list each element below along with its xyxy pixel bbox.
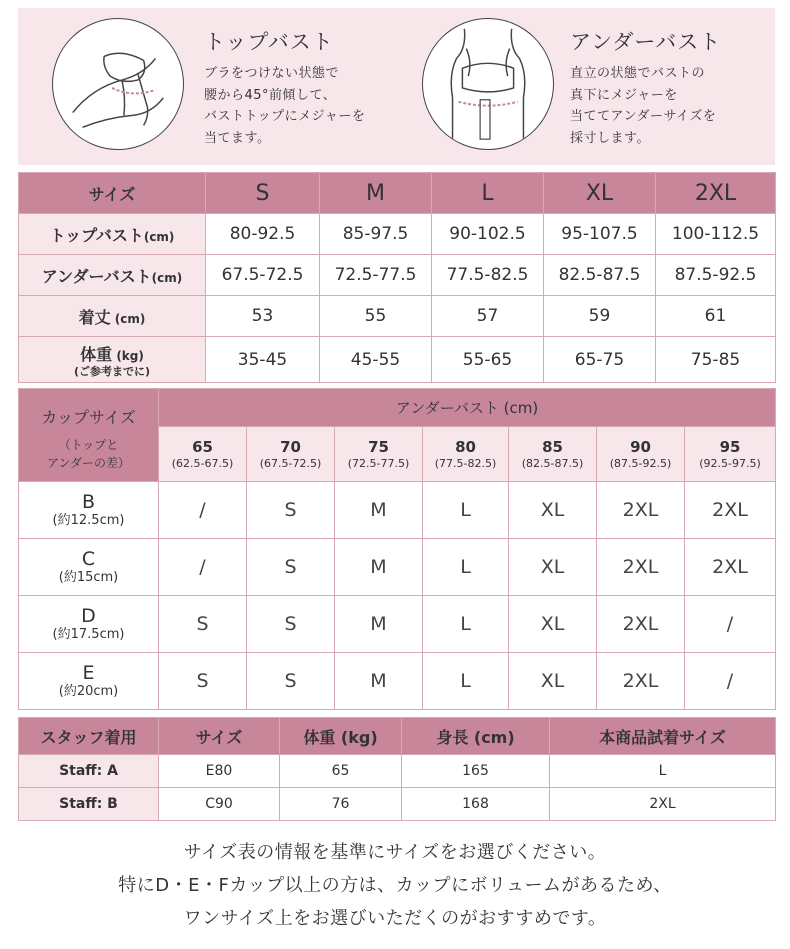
size-header-row — [19, 173, 776, 214]
cup-cell: 2XL — [597, 653, 685, 710]
top-bust-title: トップバスト — [204, 30, 334, 54]
top-bust-illustration — [52, 18, 184, 150]
cup-cell: S — [247, 596, 335, 653]
cup-cell: XL — [509, 539, 597, 596]
cup-size-table — [18, 388, 776, 710]
size-cell: 100-112.5 — [656, 214, 776, 255]
cup-label: D (約17.5cm) — [19, 596, 159, 653]
size-cell: 55 — [320, 296, 432, 337]
cup-cell: / — [685, 653, 776, 710]
advice-line: サイズ表の情報を基準にサイズをお選びください。 — [183, 842, 607, 863]
size-cell: 61 — [656, 296, 776, 337]
size-cell: 59 — [544, 296, 656, 337]
cup-row-b — [19, 482, 776, 539]
row-label: 体重 (kg) (ご参考までに) — [19, 337, 206, 383]
cup-cell: L — [423, 539, 509, 596]
staff-header: 本商品試着サイズ — [550, 718, 776, 755]
staff-cell: E80 — [159, 755, 280, 788]
size-cell: 87.5-92.5 — [656, 255, 776, 296]
size-header-l: L — [432, 173, 544, 214]
size-header-label: サイズ — [19, 173, 206, 214]
cup-cell: L — [423, 653, 509, 710]
cup-cell: S — [247, 539, 335, 596]
row-label: アンダーバスト(cm) — [19, 255, 206, 296]
band-header: 75 (72.5-77.5) — [335, 427, 423, 482]
measurement-guide — [18, 8, 775, 165]
weight-note: (ご参考までに) — [73, 364, 151, 378]
staff-name: Staff: A — [19, 755, 159, 788]
cup-label: C (約15cm) — [19, 539, 159, 596]
staff-header: サイズ — [159, 718, 280, 755]
under-bust-title: アンダーバスト — [570, 30, 722, 54]
staff-cell: 76 — [280, 788, 402, 821]
under-bust-guide — [410, 8, 775, 165]
standing-figure-icon — [423, 19, 553, 149]
cup-row-c — [19, 539, 776, 596]
size-cell: 55-65 — [432, 337, 544, 383]
staff-cell: 165 — [402, 755, 550, 788]
cup-cell: XL — [509, 482, 597, 539]
under-bust-description: 直立の状態でバストの 真下にメジャーを 当ててアンダーサイズを 採寸します。 — [570, 66, 717, 146]
size-cell: 45-55 — [320, 337, 432, 383]
cup-cell: M — [335, 539, 423, 596]
size-advice — [0, 836, 790, 935]
staff-cell: 2XL — [550, 788, 776, 821]
staff-row — [19, 788, 776, 821]
row-label: トップバスト(cm) — [19, 214, 206, 255]
cup-cell: M — [335, 482, 423, 539]
cup-cell: XL — [509, 596, 597, 653]
cup-cell: S — [159, 596, 247, 653]
size-cell: 95-107.5 — [544, 214, 656, 255]
cup-label: E (約20cm) — [19, 653, 159, 710]
cup-row-d — [19, 596, 776, 653]
staff-header: スタッフ着用 — [19, 718, 159, 755]
cup-cell: 2XL — [597, 482, 685, 539]
size-cell: 85-97.5 — [320, 214, 432, 255]
top-bust-guide — [18, 8, 396, 165]
staff-header: 身長 (cm) — [402, 718, 550, 755]
cup-size-title: カップサイズ — [41, 408, 136, 427]
cup-cell: S — [247, 482, 335, 539]
size-cell: 67.5-72.5 — [206, 255, 320, 296]
size-row-under-bust — [19, 255, 776, 296]
staff-header: 体重 (kg) — [280, 718, 402, 755]
size-cell: 90-102.5 — [432, 214, 544, 255]
size-row-weight — [19, 337, 776, 383]
cup-cell: 2XL — [597, 596, 685, 653]
cup-cell: XL — [509, 653, 597, 710]
cup-label: B (約12.5cm) — [19, 482, 159, 539]
band-header: 80 (77.5-82.5) — [423, 427, 509, 482]
cup-cell: 2XL — [685, 482, 776, 539]
cup-cell: 2XL — [597, 539, 685, 596]
staff-name: Staff: B — [19, 788, 159, 821]
size-header-m: M — [320, 173, 432, 214]
cup-cell: S — [247, 653, 335, 710]
top-bust-description: ブラをつけない状態で 腰から45°前傾して、 バストトップにメジャーを 当てます。 — [204, 66, 366, 146]
advice-line: 特にD・E・Fカップ以上の方は、カップにボリュームがあるため、 — [118, 875, 672, 896]
size-cell: 72.5-77.5 — [320, 255, 432, 296]
size-header-s: S — [206, 173, 320, 214]
size-cell: 65-75 — [544, 337, 656, 383]
cup-cell: L — [423, 482, 509, 539]
cup-cell: / — [159, 482, 247, 539]
size-cell: 53 — [206, 296, 320, 337]
size-header-2xl: 2XL — [656, 173, 776, 214]
staff-cell: L — [550, 755, 776, 788]
staff-cell: 65 — [280, 755, 402, 788]
under-bust-illustration — [422, 18, 554, 150]
size-cell: 75-85 — [656, 337, 776, 383]
size-header-xl: XL — [544, 173, 656, 214]
size-cell: 80-92.5 — [206, 214, 320, 255]
band-header: 85 (82.5-87.5) — [509, 427, 597, 482]
staff-header-row — [19, 718, 776, 755]
size-table — [18, 172, 776, 383]
size-cell: 35-45 — [206, 337, 320, 383]
size-cell: 77.5-82.5 — [432, 255, 544, 296]
staff-row — [19, 755, 776, 788]
band-header: 90 (87.5-92.5) — [597, 427, 685, 482]
staff-cell: C90 — [159, 788, 280, 821]
cup-cell: / — [159, 539, 247, 596]
size-row-length — [19, 296, 776, 337]
cup-cell: / — [685, 596, 776, 653]
size-row-top-bust — [19, 214, 776, 255]
cup-cell: M — [335, 596, 423, 653]
size-cell: 57 — [432, 296, 544, 337]
row-label: 着丈 (cm) — [19, 296, 206, 337]
cup-cell: 2XL — [685, 539, 776, 596]
cup-cell: M — [335, 653, 423, 710]
advice-line: ワンサイズ上をお選びいただくのがおすすめです。 — [183, 908, 607, 929]
cup-header-row — [19, 389, 776, 427]
cup-row-e — [19, 653, 776, 710]
band-header: 95 (92.5-97.5) — [685, 427, 776, 482]
cup-size-subtitle: （トップと アンダーの差） — [46, 438, 131, 470]
size-cell: 82.5-87.5 — [544, 255, 656, 296]
cup-size-corner — [19, 389, 159, 482]
band-header: 70 (67.5-72.5) — [247, 427, 335, 482]
bending-figure-icon — [53, 19, 183, 149]
staff-table — [18, 717, 776, 821]
staff-cell: 168 — [402, 788, 550, 821]
cup-cell: L — [423, 596, 509, 653]
cup-cell: S — [159, 653, 247, 710]
band-header: 65 (62.5-67.5) — [159, 427, 247, 482]
under-bust-header: アンダーバスト (cm) — [159, 389, 776, 427]
